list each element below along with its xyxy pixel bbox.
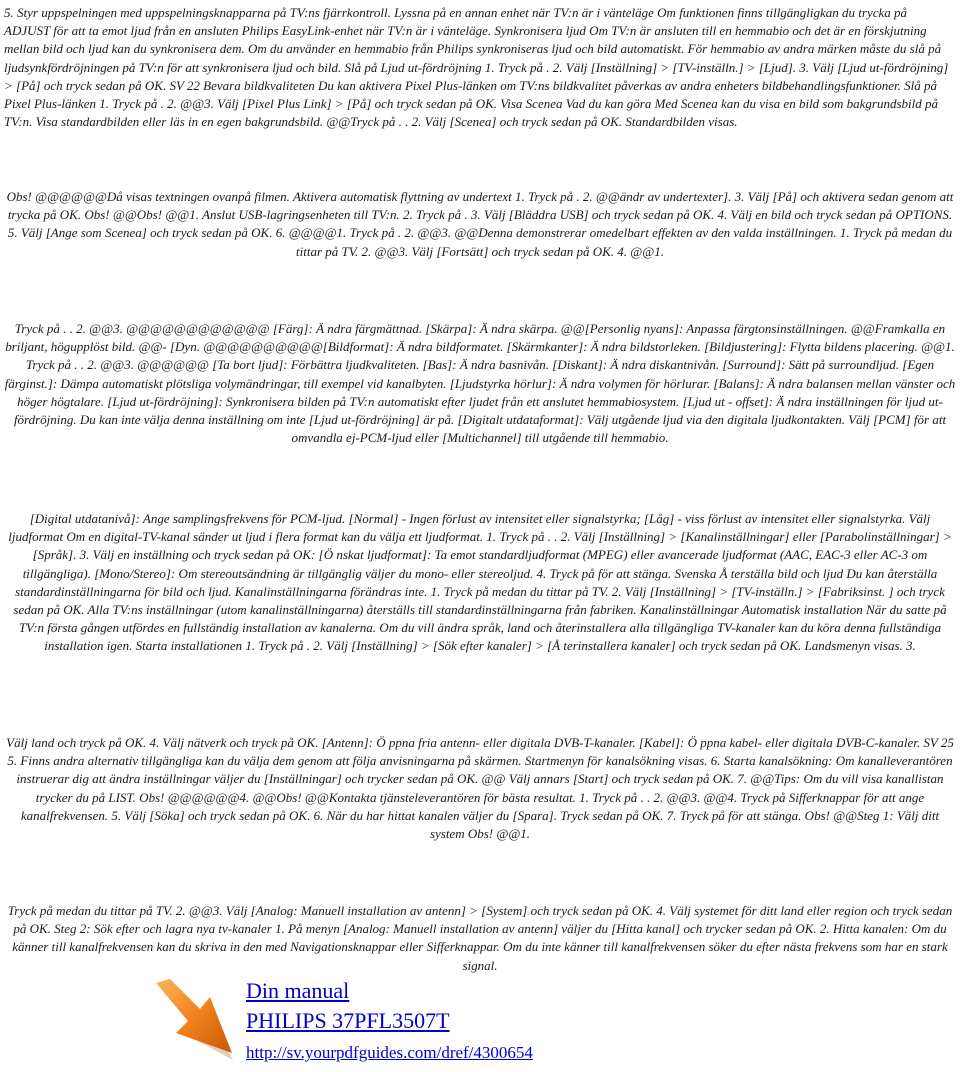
text-paragraph-4: [Digital utdatanivå]: Ange samplingsfrekvens för PCM-ljud. [Normal] - Ingen förlust av intensitet eller signalstyrka; [Låg] - viss förlust av intensitet eller signalstyrka. Välj ljudformat Om en digital-TV-kanal sänder ut ljud i flera format kan du välja ett ljudformat. 1. Tryck på . . 2. Välj [Inställning] > [Kanalinställningar] eller [Parabolinställningar] > [Språk]. 3. Välj en inställning och tryck sedan på OK: [Ö nskat ljudformat]: Ta emot standardljudformat (MPEG) eller avancerade ljudformat (AAC, EAC-3 eller AC-3 om tillgängliga). [Mono/Stereo]: Om stereoutsändning är tillgänglig väljer du mono- eller stereoljud. 4. Tryck på för att stänga. Svenska Å terställa bild och ljud Du kan återställa standardinställningarna för bild och ljud. Kanalinställningarna förändras inte. 1. Tryck på medan du tittar på TV. 2. Välj [Inställning] > [TV-inställn.] > [Fabriksinst. ] och tryck sedan på OK. Alla TV:ns inställningar (utom kanalinställningarna) återställs till standardinställningarna från fabriken. Kanalinställningar Automatisk installation När du satte på TV:n första gången utfördes en fullständig installation av kanalerna. Om du vill ändra språk, land och återinstallera alla tillgängliga TV-kanaler kan du köra denna fullständiga installation igen. Starta installationen 1. Tryck på . 2. Välj [Inställning] > [Sök efter kanaler] > [Å terinstallera kanaler] och tryck sedan på OK. Landsmenyn visas. 3. — [8, 511, 952, 654]
manual-title-link[interactable]: Din manual — [246, 978, 350, 1003]
text-paragraph-5: Välj land och tryck på OK. 4. Välj nätverk och tryck på OK. [Antenn]: Ö ppna fria antenn- eller digitala DVB-T-kanaler. [Kabel]: Ö ppna kabel- eller digitala DVB-C-kanaler. SV 25 5. Finns andra alternativ tillgängliga kan du välja dem genom att följa anvisningarna på skärmen. Startmenyn för kanalsökning visas. 6. Starta kanalsökning: Om kanalleverantören instruerar dig att ändra inställningar väljer du [Inställningar] och trycker sedan på OK. @@ Välj annars [Start] och tryck sedan på OK. 7. @@Tips: Om du vill visa kanallistan trycker du på LIST. Obs! @@@@@@4. @@Obs! @@Kontakta tjänsteleverantören för bästa resultat. 1. Tryck på . . 2. @@3. @@4. Tryck på Sifferknappar för att ange kanalfrekvensen. 5. Välj [Söka] och tryck sedan på OK. 6. När du har hittat kanalen väljer du [Spara]. Tryck sedan på OK. 7. Tryck på för att stänga. Obs! @@Steg 1: Välj ditt system Obs! @@1. — [6, 735, 954, 842]
arrow-icon — [150, 975, 242, 1067]
text-paragraph-6: Tryck på medan du tittar på TV. 2. @@3. Välj [Analog: Manuell installation av antenn] > [System] och tryck sedan på OK. 4. Välj systemet för ditt land eller region och tryck sedan på OK. Steg 2: Sök efter och lagra nya tv-kanaler 1. På menyn [Analog: Manuell installation av antenn] väljer du [Hitta kanal] och trycker sedan på OK. 2. Hitta kanalen: Om du känner till kanalfrekvensen kan du skriva in den med Navigationsknappar eller Sifferknappar. Om du inte känner till kanalfrekvensen söker du efter nästa frekvens som har en stark signal. — [7, 903, 953, 973]
text-paragraph-1: 5. Styr uppspelningen med uppspelningsknapparna på TV:ns fjärrkontroll. Lyssna på en annan enhet när TV:n är i vänteläge Om funktionen finns tillgängligkan du trycka på ADJUST för att ta emot ljud från en ansluten Philips EasyLink-enhet när TV:n är i vänteläge. Synkronisera ljud Om TV:n är ansluten till en hemmabio och det är en förskjutning mellan bild och ljud kan du synkronisera dem. Om du använder en hemmabio från Philips synkroniseras ljud och bild automatiskt. För hemmabio av andra märken måste du slå på ljudsynkfördröjningen på TV:n för att synkronisera ljud och bild. Slå på Ljud ut-fördröjning 1. Tryck på . 2. Välj [Inställning] > [TV-inställn.] > [Ljud]. 3. Välj [Ljud ut-fördröjning] > [På] och tryck sedan på OK. SV 22 Bevara bildkvaliteten Du kan aktivera Pixel Plus-länken om TV:ns bildkvalitet påverkas av andra enheters bildbehandlingsfunktioner. Slå på Pixel Plus-länken 1. Tryck på . 2. @@3. Välj [Pixel Plus Link] > [På] och tryck sedan på OK. Visa Scenea Vad du kan göra Med Scenea kan du visa en bild som bakgrundsbild på TV:n. Visa standardbilden eller läs in en egen bakgrundsbild. @@Tryck på . . 2. Välj [Scenea] och tryck sedan på OK. Standardbilden visas. — [4, 5, 949, 130]
manual-url-link[interactable]: http://sv.yourpdfguides.com/dref/4300654 — [246, 1043, 533, 1062]
product-model-link[interactable]: PHILIPS 37PFL3507T — [246, 1008, 450, 1033]
text-paragraph-2: Obs! @@@@@@Då visas textningen ovanpå filmen. Aktivera automatisk flyttning av undertext 1. Tryck på . 2. @@ändr av undertexter]. 3. Välj [På] och aktivera sedan genom att trycka på OK. Obs! @@Obs! @@1. Anslut USB-lagringsenheten till TV:n. 2. Tryck på . 3. Välj [Bläddra USB] och tryck sedan på OK. 4. Välj en bild och tryck sedan på OPTIONS. 5. Välj [Ange som Scenea] och tryck sedan på OK. 6. @@@@1. Tryck på . 2. @@3. @@Denna demonstrerar omedelbart effekten av den valda inställningen. 1. Tryck på medan du tittar på TV. 2. @@3. Välj [Fortsätt] och tryck sedan på OK. 4. @@1. — [6, 189, 954, 259]
text-paragraph-3: Tryck på . . 2. @@3. @@@@@@@@@@@@ [Färg]: Ä ndra färgmättnad. [Skärpa]: Ä ndra skärpa. @@[Personlig nyans]: Anpassa färgtonsinställningen. @@Framkalla en briljant, högupplöst bild. @@- [Dyn. @@@@@@@@@@[Bildformat]: Ä ndra bildformatet. [Skärmkanter]: Ä ndra bildstorleken. [Bildjustering]: Flytta bildens placering. @@1. Tryck på . . 2. @@3. @@@@@@ [Ta bort ljud]: Förbättra ljudkvaliteten. [Bas]: Ä ndra basnivån. [Diskant]: Ä ndra diskantnivån. [Surround]: Sätt på surroundljud. [Egen färginst.]: Dämpa automatiskt plötsliga volymändringar, till exempel vid kanalbyten. [Ljudstyrka hörlur]: Ä ndra volymen för hörlurar. [Balans]: Ä ndra balansen mellan vänster och höger högtalare. [Ljud ut-fördröjning]: Synkronisera bilden på TV:n automatiskt efter ljudet från ett anslutet hemmabiosystem. [Ljud ut - offset]: Ä ndra inställningen för ljud ut-fördröjning. Du kan inte välja denna inställning om inte [Ljud ut-fördröjning] är på. [Digitalt utdataformat]: Välj utgående ljud via den digitala ljudkontakten. Välj [PCM] för att omvandla ej-PCM-ljud eller [Multichannel] till utgående till hemmabio. — [4, 321, 956, 446]
